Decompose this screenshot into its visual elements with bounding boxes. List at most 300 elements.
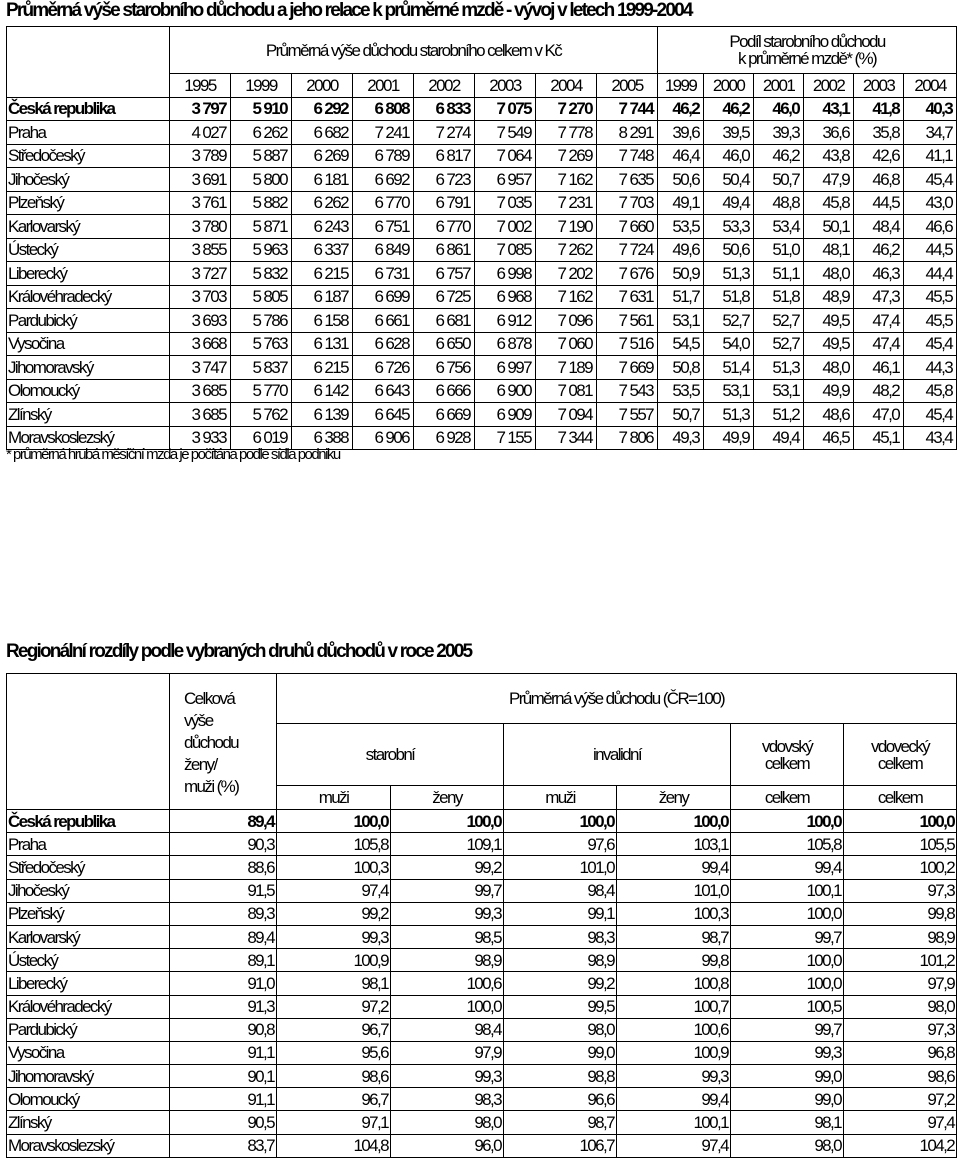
index-value: 99,7 [391, 879, 504, 902]
index-value: 105,8 [277, 833, 391, 856]
ratio-value: 50,8 [658, 356, 704, 380]
region-name: Karlovarský [7, 215, 170, 239]
index-value: 98,7 [617, 925, 731, 948]
ratio-value: 47,4 [854, 332, 904, 356]
pension-value: 6 131 [292, 332, 353, 356]
pension-value: 3 685 [170, 379, 231, 403]
region-name: Ústecký [7, 238, 170, 262]
ratio-value: 53,1 [754, 379, 804, 403]
ratio-value: 39,5 [704, 121, 754, 145]
ratio-value: 51,1 [754, 262, 804, 286]
table-row [7, 168, 957, 192]
region-name: Jihočeský [7, 879, 170, 902]
header-ratio-line1: Podíl starobního důchodu [729, 32, 885, 51]
table-row [7, 97, 957, 121]
pension-value: 3 693 [170, 309, 231, 333]
year-header: 2000 [292, 74, 353, 98]
ratio-value: 39,6 [658, 121, 704, 145]
ratio-value: 53,3 [704, 215, 754, 239]
index-value: 91,0 [170, 972, 277, 995]
index-value: 100,9 [277, 949, 391, 972]
index-value: 97,9 [844, 972, 957, 995]
region-name: Olomoucký [7, 1088, 170, 1111]
index-value: 100,0 [277, 810, 391, 833]
ratio-value: 44,3 [904, 356, 957, 380]
index-value: 100,3 [277, 856, 391, 879]
pension-value: 7 274 [414, 121, 475, 145]
pension-value: 3 761 [170, 191, 231, 215]
pension-value: 7 231 [536, 191, 597, 215]
pension-value: 3 933 [170, 426, 231, 450]
pension-value: 6 142 [292, 379, 353, 403]
table-row [7, 144, 957, 168]
pension-value: 6 912 [475, 309, 536, 333]
header-avg-pension-index: Průměrná výše důchodu (ČR=100) [277, 674, 957, 724]
index-value: 91,1 [170, 1041, 277, 1064]
index-value: 105,8 [731, 833, 844, 856]
table-row [7, 238, 957, 262]
index-value: 97,1 [277, 1111, 391, 1134]
table-row [7, 1088, 957, 1111]
pension-value: 7 155 [475, 426, 536, 450]
pension-value: 6 139 [292, 403, 353, 427]
index-value: 100,2 [844, 856, 957, 879]
pension-value: 7 516 [597, 332, 658, 356]
region-name: Královéhradecký [7, 285, 170, 309]
pension-value: 6 849 [353, 238, 414, 262]
index-value: 104,8 [277, 1134, 391, 1157]
ratio-value: 48,0 [804, 262, 854, 286]
index-value: 97,3 [844, 879, 957, 902]
pension-value: 6 243 [292, 215, 353, 239]
pension-value: 6 215 [292, 262, 353, 286]
pension-value: 6 650 [414, 332, 475, 356]
ratio-value: 45,5 [904, 309, 957, 333]
pension-value: 8 291 [597, 121, 658, 145]
ratio-value: 48,9 [804, 285, 854, 309]
ratio-value: 48,2 [854, 379, 904, 403]
index-value: 100,0 [731, 902, 844, 925]
ratio-value: 54,5 [658, 332, 704, 356]
pension-value: 6 789 [353, 144, 414, 168]
ratio-value: 51,2 [754, 403, 804, 427]
pension-value: 7 096 [536, 309, 597, 333]
pension-value: 5 763 [231, 332, 292, 356]
region-name: Ústecký [7, 949, 170, 972]
subheader-sub-celkem-1: celkem [731, 786, 844, 810]
year-header: 2001 [353, 74, 414, 98]
ratio-value: 40,3 [904, 97, 957, 121]
ratio-value: 50,9 [658, 262, 704, 286]
pension-value: 5 805 [231, 285, 292, 309]
ratio-value: 43,4 [904, 426, 957, 450]
pension-value: 6 692 [353, 168, 414, 192]
ratio-value: 46,3 [854, 262, 904, 286]
pension-value: 5 786 [231, 309, 292, 333]
pension-value: 6 019 [231, 426, 292, 450]
pension-value: 7 202 [536, 262, 597, 286]
index-value: 96,7 [277, 1088, 391, 1111]
pension-value: 5 837 [231, 356, 292, 380]
pension-value: 7 778 [536, 121, 597, 145]
ratio-value: 46,1 [854, 356, 904, 380]
ratio-value: 49,4 [754, 426, 804, 450]
pension-value: 7 269 [536, 144, 597, 168]
index-value: 100,8 [617, 972, 731, 995]
ratio-value: 48,0 [804, 356, 854, 380]
index-value: 98,9 [504, 949, 617, 972]
ratio-value: 42,6 [854, 144, 904, 168]
region-name: Jihočeský [7, 168, 170, 192]
ratio-value: 47,0 [854, 403, 904, 427]
header-avg-pension: Průměrná výše důchodu starobního celkem v Kč [170, 27, 658, 74]
pension-value: 6 817 [414, 144, 475, 168]
pension-value: 7 344 [536, 426, 597, 450]
region-name: Vysočina [7, 1041, 170, 1064]
table-row [7, 1111, 957, 1134]
ratio-value: 45,8 [804, 191, 854, 215]
index-value: 99,3 [277, 925, 391, 948]
table-row [7, 972, 957, 995]
index-value: 100,0 [731, 810, 844, 833]
index-value: 100,0 [731, 972, 844, 995]
index-value: 89,3 [170, 902, 277, 925]
pension-value: 7 064 [475, 144, 536, 168]
index-value: 97,6 [504, 833, 617, 856]
region-name: Plzeňský [7, 191, 170, 215]
ratio-value: 52,7 [704, 309, 754, 333]
ratio-value: 53,5 [658, 379, 704, 403]
pension-value: 7 703 [597, 191, 658, 215]
index-value: 91,5 [170, 879, 277, 902]
index-value: 99,0 [504, 1041, 617, 1064]
index-value: 98,3 [391, 1088, 504, 1111]
index-value: 99,3 [391, 902, 504, 925]
pension-value: 7 270 [536, 97, 597, 121]
pension-value: 6 628 [353, 332, 414, 356]
pension-value: 6 757 [414, 262, 475, 286]
ratio-value: 46,0 [754, 97, 804, 121]
pension-value: 6 262 [292, 191, 353, 215]
index-value: 91,1 [170, 1088, 277, 1111]
pension-value: 6 997 [475, 356, 536, 380]
table-row [7, 191, 957, 215]
index-value: 99,5 [504, 995, 617, 1018]
pension-value: 7 190 [536, 215, 597, 239]
pension-value: 6 215 [292, 356, 353, 380]
footnote: * průměrná hrubá měsíční mzda je počítána podle sídla podniku [6, 446, 340, 463]
index-value: 98,4 [504, 879, 617, 902]
table-row [7, 810, 957, 833]
pension-value: 3 855 [170, 238, 231, 262]
index-value: 99,7 [731, 1018, 844, 1041]
ratio-value: 49,5 [804, 332, 854, 356]
table-row [7, 856, 957, 879]
pension-value: 7 002 [475, 215, 536, 239]
index-value: 106,7 [504, 1134, 617, 1157]
index-value: 98,8 [504, 1065, 617, 1088]
pension-value: 5 770 [231, 379, 292, 403]
region-name: Jihomoravský [7, 356, 170, 380]
pension-value: 6 731 [353, 262, 414, 286]
year-header: 2001 [754, 74, 804, 98]
pension-value: 6 699 [353, 285, 414, 309]
pension-value: 6 645 [353, 403, 414, 427]
ratio-value: 44,5 [854, 191, 904, 215]
pension-value: 7 241 [353, 121, 414, 145]
index-value: 90,1 [170, 1065, 277, 1088]
index-value: 100,6 [617, 1018, 731, 1041]
table-row [7, 121, 957, 145]
index-value: 100,5 [731, 995, 844, 1018]
ratio-value: 49,5 [804, 309, 854, 333]
pension-value: 6 269 [292, 144, 353, 168]
pension-value: 7 262 [536, 238, 597, 262]
index-value: 89,4 [170, 925, 277, 948]
index-value: 100,9 [617, 1041, 731, 1064]
pension-value: 6 900 [475, 379, 536, 403]
pension-value: 7 094 [536, 403, 597, 427]
ratio-value: 54,0 [704, 332, 754, 356]
year-header: 1999 [231, 74, 292, 98]
pension-value: 6 181 [292, 168, 353, 192]
ratio-value: 46,5 [804, 426, 854, 450]
table-row [7, 949, 957, 972]
region-name: Praha [7, 121, 170, 145]
pension-value: 7 162 [536, 168, 597, 192]
ratio-value: 50,6 [704, 238, 754, 262]
ratio-value: 53,1 [704, 379, 754, 403]
ratio-value: 50,6 [658, 168, 704, 192]
index-value: 96,0 [391, 1134, 504, 1157]
ratio-value: 34,7 [904, 121, 957, 145]
year-header: 2002 [804, 74, 854, 98]
region-name: Královéhradecký [7, 995, 170, 1018]
pension-value: 3 727 [170, 262, 231, 286]
region-name: Středočeský [7, 144, 170, 168]
pension-value: 6 661 [353, 309, 414, 333]
ratio-value: 43,1 [804, 97, 854, 121]
index-value: 99,3 [617, 1065, 731, 1088]
year-header: 2004 [536, 74, 597, 98]
ratio-value: 48,6 [804, 403, 854, 427]
index-value: 89,4 [170, 810, 277, 833]
pension-value: 5 887 [231, 144, 292, 168]
index-value: 98,6 [844, 1065, 957, 1088]
pension-value: 6 906 [353, 426, 414, 450]
pension-value: 7 162 [536, 285, 597, 309]
pension-value: 5 871 [231, 215, 292, 239]
index-value: 101,0 [504, 856, 617, 879]
region-name: Olomoucký [7, 379, 170, 403]
header-women-men-ratio: Celková výše důchodu ženy/ muži (%) [170, 674, 277, 810]
year-header: 2000 [704, 74, 754, 98]
pension-value: 6 861 [414, 238, 475, 262]
ratio-value: 51,4 [704, 356, 754, 380]
region-name: Karlovarský [7, 925, 170, 948]
index-value: 96,8 [844, 1041, 957, 1064]
ratio-value: 51,8 [754, 285, 804, 309]
pension-value: 7 724 [597, 238, 658, 262]
index-value: 98,6 [277, 1065, 391, 1088]
index-value: 90,3 [170, 833, 277, 856]
index-value: 101,2 [844, 949, 957, 972]
index-value: 99,8 [617, 949, 731, 972]
index-value: 100,1 [731, 879, 844, 902]
ratio-value: 51,3 [704, 403, 754, 427]
table-row [7, 356, 957, 380]
index-value: 97,2 [844, 1088, 957, 1111]
table-row [7, 1134, 957, 1157]
pension-value: 6 770 [414, 215, 475, 239]
year-header: 2003 [475, 74, 536, 98]
pension-value: 7 085 [475, 238, 536, 262]
header-vdovsky: vdovský celkem [731, 724, 844, 786]
table-row [7, 332, 957, 356]
index-value: 97,4 [617, 1134, 731, 1157]
ratio-value: 50,1 [804, 215, 854, 239]
region-name: Jihomoravský [7, 1065, 170, 1088]
pension-value: 4 027 [170, 121, 231, 145]
region-name: Česká republika [7, 97, 170, 121]
pension-value: 6 292 [292, 97, 353, 121]
index-value: 100,0 [731, 949, 844, 972]
table-row [7, 1065, 957, 1088]
subheader-sub-muzi-1: muži [277, 786, 391, 810]
ratio-value: 49,6 [658, 238, 704, 262]
ratio-value: 49,4 [704, 191, 754, 215]
region-name: Moravskoslezský [7, 426, 170, 450]
index-value: 100,7 [617, 995, 731, 1018]
pension-value: 7 660 [597, 215, 658, 239]
index-value: 88,6 [170, 856, 277, 879]
index-value: 98,4 [391, 1018, 504, 1041]
pension-value: 6 388 [292, 426, 353, 450]
pension-value: 6 158 [292, 309, 353, 333]
region-name: Středočeský [7, 856, 170, 879]
region-name: Pardubický [7, 309, 170, 333]
pension-value: 7 806 [597, 426, 658, 450]
pension-value: 3 789 [170, 144, 231, 168]
regional-differences-table [6, 673, 957, 1158]
index-value: 90,5 [170, 1111, 277, 1134]
pension-value: 3 691 [170, 168, 231, 192]
pension-value: 6 791 [414, 191, 475, 215]
pension-value: 5 832 [231, 262, 292, 286]
header-starobni: starobní [277, 724, 504, 786]
table2-title: Regionální rozdíly podle vybraných druhů důchodů v roce 2005 [6, 641, 472, 662]
index-value: 99,2 [277, 902, 391, 925]
year-header: 2005 [597, 74, 658, 98]
pension-value: 3 780 [170, 215, 231, 239]
ratio-value: 45,4 [904, 332, 957, 356]
header-vdovecky: vdovecký celkem [844, 724, 957, 786]
table-row [7, 833, 957, 856]
pension-value: 7 557 [597, 403, 658, 427]
pension-value: 7 748 [597, 144, 658, 168]
index-value: 98,5 [391, 925, 504, 948]
index-value: 99,7 [731, 925, 844, 948]
ratio-value: 49,9 [804, 379, 854, 403]
pension-value: 6 756 [414, 356, 475, 380]
ratio-value: 47,9 [804, 168, 854, 192]
index-value: 99,8 [844, 902, 957, 925]
pension-value: 6 262 [231, 121, 292, 145]
ratio-value: 35,8 [854, 121, 904, 145]
index-value: 101,0 [617, 879, 731, 902]
pension-value: 3 747 [170, 356, 231, 380]
pension-value: 6 833 [414, 97, 475, 121]
subheader-sub-zeny-2: ženy [617, 786, 731, 810]
index-value: 96,6 [504, 1088, 617, 1111]
index-value: 99,2 [391, 856, 504, 879]
index-value: 100,0 [844, 810, 957, 833]
ratio-value: 48,1 [804, 238, 854, 262]
pension-value: 6 643 [353, 379, 414, 403]
pension-value: 7 676 [597, 262, 658, 286]
ratio-value: 41,8 [854, 97, 904, 121]
year-header: 1999 [658, 74, 704, 98]
ratio-value: 53,5 [658, 215, 704, 239]
header-invalidni: invalidní [504, 724, 731, 786]
ratio-value: 46,4 [658, 144, 704, 168]
pension-value: 7 744 [597, 97, 658, 121]
pension-value: 6 187 [292, 285, 353, 309]
pension-value: 5 963 [231, 238, 292, 262]
index-value: 98,1 [731, 1111, 844, 1134]
ratio-value: 43,8 [804, 144, 854, 168]
region-name: Plzeňský [7, 902, 170, 925]
index-value: 97,9 [391, 1041, 504, 1064]
ratio-value: 39,3 [754, 121, 804, 145]
index-value: 98,9 [844, 925, 957, 948]
pension-value: 7 035 [475, 191, 536, 215]
pension-value: 3 668 [170, 332, 231, 356]
index-value: 100,0 [504, 810, 617, 833]
index-value: 105,5 [844, 833, 957, 856]
ratio-value: 50,7 [754, 168, 804, 192]
pension-value: 6 878 [475, 332, 536, 356]
pension-value: 7 075 [475, 97, 536, 121]
index-value: 98,9 [391, 949, 504, 972]
pension-value: 6 726 [353, 356, 414, 380]
index-value: 100,1 [617, 1111, 731, 1134]
ratio-value: 51,0 [754, 238, 804, 262]
index-value: 98,3 [504, 925, 617, 948]
index-value: 100,3 [617, 902, 731, 925]
region-name: Praha [7, 833, 170, 856]
header-ratio-wage [658, 27, 957, 74]
index-value: 96,7 [277, 1018, 391, 1041]
index-value: 97,2 [277, 995, 391, 1018]
ratio-value: 46,2 [658, 97, 704, 121]
ratio-value: 52,7 [754, 332, 804, 356]
ratio-value: 46,2 [854, 238, 904, 262]
region-name: Vysočina [7, 332, 170, 356]
index-value: 99,3 [731, 1041, 844, 1064]
region-name: Pardubický [7, 1018, 170, 1041]
pension-value: 5 762 [231, 403, 292, 427]
pension-value: 7 669 [597, 356, 658, 380]
pension-value: 6 968 [475, 285, 536, 309]
ratio-value: 46,6 [904, 215, 957, 239]
region-name: Liberecký [7, 972, 170, 995]
ratio-value: 44,5 [904, 238, 957, 262]
header-ratio-line2: k průměrné mzdě* (%) [738, 49, 877, 68]
ratio-value: 36,6 [804, 121, 854, 145]
table-row [7, 379, 957, 403]
year-header: 2004 [904, 74, 957, 98]
